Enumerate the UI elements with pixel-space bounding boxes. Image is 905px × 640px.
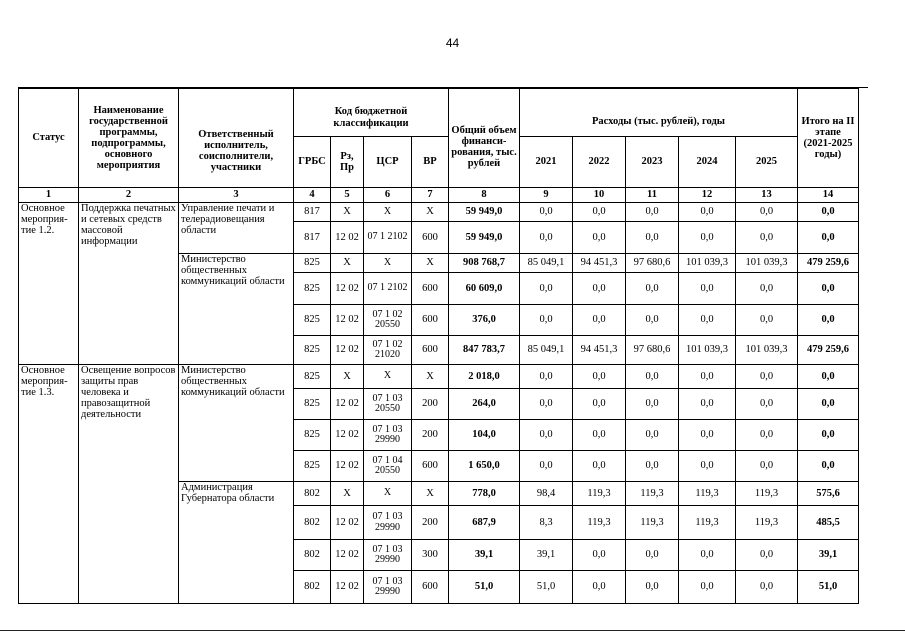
total-cell: 59 949,0 [449,222,520,254]
total-cell: 687,9 [449,506,520,540]
year-2025-cell: 0,0 [736,540,798,571]
year-2022-cell: 0,0 [573,540,626,571]
csr-cell: 07 1 03 29990 [364,540,412,571]
total-cell: 51,0 [449,571,520,604]
vr-cell: 200 [412,389,449,420]
year-2023-cell: 0,0 [626,571,679,604]
grbs-cell: 825 [294,305,331,336]
table-row [19,203,859,222]
col-number: 3 [179,188,294,203]
stage-total-cell: 0,0 [798,420,859,451]
rzpr-cell: 12 02 [331,389,364,420]
vr-cell: 600 [412,305,449,336]
col-number: 8 [449,188,520,203]
year-2024-cell: 0,0 [679,365,736,389]
grbs-cell: 825 [294,389,331,420]
year-2024-cell: 0,0 [679,389,736,420]
year-2023-cell: 0,0 [626,273,679,305]
stage-total-cell: 0,0 [798,365,859,389]
grbs-cell: 817 [294,203,331,222]
grbs-cell: 825 [294,254,331,273]
header-total-volume: Общий объем финанси-рования, тыс. рублей [449,89,520,188]
grbs-cell: 802 [294,540,331,571]
executor-cell: Министерство общественных коммуникаций области [179,365,294,482]
year-2021-cell: 0,0 [520,389,573,420]
rzpr-cell: X [331,203,364,222]
header-executor: Ответственный исполнитель, соисполнители, участники [179,89,294,188]
year-2025-cell: 101 039,3 [736,336,798,365]
year-2022-cell: 0,0 [573,305,626,336]
csr-cell: 07 1 03 29990 [364,571,412,604]
rzpr-cell: 12 02 [331,451,364,482]
year-2024-cell: 119,3 [679,506,736,540]
vr-cell: 600 [412,222,449,254]
header-budget-code: Код бюджетной классификации [294,89,449,137]
rzpr-cell: 12 02 [331,540,364,571]
header-total-stage-years: (2021-2025 годы) [803,138,853,161]
stage-total-cell: 39,1 [798,540,859,571]
year-2022-cell: 94 451,3 [573,254,626,273]
header-year-2023: 2023 [626,137,679,188]
year-2021-cell: 0,0 [520,203,573,222]
year-2025-cell: 0,0 [736,203,798,222]
csr-cell: 07 1 02 20550 [364,305,412,336]
grbs-cell: 825 [294,451,331,482]
stage-total-cell: 575,6 [798,482,859,506]
rzpr-cell: X [331,365,364,389]
year-2024-cell: 101 039,3 [679,254,736,273]
bottom-rule [0,630,905,631]
year-2024-cell: 0,0 [679,222,736,254]
year-2023-cell: 0,0 [626,365,679,389]
header-year-2022: 2022 [573,137,626,188]
column-number-row [19,188,859,203]
year-2023-cell: 97 680,6 [626,336,679,365]
year-2022-cell: 0,0 [573,273,626,305]
grbs-cell: 802 [294,571,331,604]
csr-cell: 07 1 03 29990 [364,506,412,540]
stage-total-cell: 0,0 [798,273,859,305]
grbs-cell: 817 [294,222,331,254]
total-cell: 39,1 [449,540,520,571]
year-2024-cell: 0,0 [679,420,736,451]
year-2023-cell: 0,0 [626,222,679,254]
year-2023-cell: 0,0 [626,420,679,451]
grbs-cell: 802 [294,482,331,506]
rzpr-cell: X [331,254,364,273]
total-cell: 778,0 [449,482,520,506]
year-2025-cell: 0,0 [736,222,798,254]
header-expenses: Расходы (тыс. рублей), годы [520,89,798,137]
year-2021-cell: 85 049,1 [520,254,573,273]
year-2025-cell: 0,0 [736,451,798,482]
year-2024-cell: 119,3 [679,482,736,506]
csr-cell: X [364,365,412,389]
grbs-cell: 825 [294,336,331,365]
header-total-stage [798,89,859,188]
year-2024-cell: 101 039,3 [679,336,736,365]
year-2021-cell: 85 049,1 [520,336,573,365]
rzpr-cell: 12 02 [331,273,364,305]
executor-cell: Администрация Губернатора области [179,482,294,604]
csr-cell: 07 1 2102 [364,222,412,254]
header-year-2021: 2021 [520,137,573,188]
csr-cell: 07 1 04 20550 [364,451,412,482]
year-2021-cell: 0,0 [520,305,573,336]
col-number: 12 [679,188,736,203]
stage-total-cell: 0,0 [798,305,859,336]
rzpr-cell: 12 02 [331,222,364,254]
program-name-cell: Поддержка печатных и сетевых средств массовой информации [79,203,179,365]
year-2025-cell: 0,0 [736,420,798,451]
header-grbs: ГРБС [294,137,331,188]
header-status: Статус [19,89,79,188]
col-number: 14 [798,188,859,203]
year-2025-cell: 101 039,3 [736,254,798,273]
csr-cell: X [364,482,412,506]
vr-cell: 600 [412,273,449,305]
csr-cell: X [364,203,412,222]
col-number: 2 [79,188,179,203]
csr-cell: 07 1 03 29990 [364,420,412,451]
year-2025-cell: 119,3 [736,482,798,506]
year-2021-cell: 0,0 [520,451,573,482]
csr-cell: 07 1 02 21020 [364,336,412,365]
year-2021-cell: 39,1 [520,540,573,571]
csr-cell: X [364,254,412,273]
page-number: 44 [445,36,460,50]
total-cell: 1 650,0 [449,451,520,482]
year-2025-cell: 0,0 [736,305,798,336]
table-row [19,365,859,389]
year-2023-cell: 0,0 [626,451,679,482]
year-2025-cell: 0,0 [736,273,798,305]
col-number: 11 [626,188,679,203]
total-cell: 847 783,7 [449,336,520,365]
table-body [19,203,859,604]
col-number: 7 [412,188,449,203]
year-2021-cell: 51,0 [520,571,573,604]
year-2025-cell: 0,0 [736,571,798,604]
rzpr-cell: 12 02 [331,305,364,336]
grbs-cell: 825 [294,420,331,451]
header-csr: ЦСР [364,137,412,188]
year-2023-cell: 0,0 [626,203,679,222]
year-2022-cell: 119,3 [573,506,626,540]
budget-table [18,88,859,604]
executor-cell: Управление печати и телерадиовещания области [179,203,294,254]
year-2022-cell: 119,3 [573,482,626,506]
executor-cell: Министерство общественных коммуникаций области [179,254,294,365]
status-cell: Основное мероприя-тие 1.2. [19,203,79,365]
stage-total-cell: 479 259,6 [798,254,859,273]
year-2024-cell: 0,0 [679,203,736,222]
header-rzpr: Рз, Пр [331,137,364,188]
rzpr-cell: 12 02 [331,420,364,451]
stage-total-cell: 479 259,6 [798,336,859,365]
year-2022-cell: 0,0 [573,222,626,254]
year-2024-cell: 0,0 [679,273,736,305]
vr-cell: 200 [412,420,449,451]
header-year-2024: 2024 [679,137,736,188]
csr-cell: 07 1 2102 [364,273,412,305]
vr-cell: 600 [412,571,449,604]
status-cell: Основное мероприя-тие 1.3. [19,365,79,604]
vr-cell: 300 [412,540,449,571]
grbs-cell: 825 [294,365,331,389]
year-2024-cell: 0,0 [679,540,736,571]
year-2023-cell: 119,3 [626,482,679,506]
rzpr-cell: 12 02 [331,506,364,540]
stage-total-cell: 0,0 [798,451,859,482]
stage-total-cell: 0,0 [798,203,859,222]
year-2021-cell: 0,0 [520,365,573,389]
stage-total-cell: 0,0 [798,389,859,420]
vr-cell: 200 [412,506,449,540]
stage-total-cell: 51,0 [798,571,859,604]
col-number: 10 [573,188,626,203]
rzpr-cell: 12 02 [331,571,364,604]
year-2021-cell: 0,0 [520,222,573,254]
stage-total-cell: 0,0 [798,222,859,254]
vr-cell: X [412,203,449,222]
year-2025-cell: 119,3 [736,506,798,540]
header-vr: ВР [412,137,449,188]
year-2024-cell: 0,0 [679,451,736,482]
year-2022-cell: 0,0 [573,203,626,222]
col-number: 4 [294,188,331,203]
col-number: 13 [736,188,798,203]
year-2025-cell: 0,0 [736,389,798,420]
total-cell: 2 018,0 [449,365,520,389]
col-number: 1 [19,188,79,203]
header-total-stage-title: Итого на II этапе [801,115,855,138]
year-2024-cell: 0,0 [679,305,736,336]
vr-cell: X [412,482,449,506]
header-name: Наименование государственной программы, подпрограммы, основного мероприятия [79,89,179,188]
vr-cell: X [412,365,449,389]
year-2021-cell: 0,0 [520,273,573,305]
year-2023-cell: 0,0 [626,540,679,571]
year-2023-cell: 0,0 [626,305,679,336]
year-2022-cell: 0,0 [573,389,626,420]
col-number: 5 [331,188,364,203]
vr-cell: 600 [412,336,449,365]
col-number: 9 [520,188,573,203]
header-year-2025: 2025 [736,137,798,188]
year-2022-cell: 0,0 [573,571,626,604]
year-2021-cell: 0,0 [520,420,573,451]
rzpr-cell: 12 02 [331,336,364,365]
year-2023-cell: 97 680,6 [626,254,679,273]
year-2024-cell: 0,0 [679,571,736,604]
rzpr-cell: X [331,482,364,506]
program-name-cell: Освещение вопросов защиты прав человека и правозащитной деятельности [79,365,179,604]
col-number: 6 [364,188,412,203]
total-cell: 264,0 [449,389,520,420]
year-2021-cell: 98,4 [520,482,573,506]
csr-cell: 07 1 03 20550 [364,389,412,420]
total-cell: 59 949,0 [449,203,520,222]
year-2023-cell: 119,3 [626,506,679,540]
stage-total-cell: 485,5 [798,506,859,540]
grbs-cell: 802 [294,506,331,540]
vr-cell: 600 [412,451,449,482]
vr-cell: X [412,254,449,273]
total-cell: 908 768,7 [449,254,520,273]
year-2022-cell: 94 451,3 [573,336,626,365]
year-2025-cell: 0,0 [736,365,798,389]
total-cell: 376,0 [449,305,520,336]
year-2022-cell: 0,0 [573,365,626,389]
year-2022-cell: 0,0 [573,420,626,451]
total-cell: 104,0 [449,420,520,451]
total-cell: 60 609,0 [449,273,520,305]
grbs-cell: 825 [294,273,331,305]
year-2022-cell: 0,0 [573,451,626,482]
year-2023-cell: 0,0 [626,389,679,420]
year-2021-cell: 8,3 [520,506,573,540]
